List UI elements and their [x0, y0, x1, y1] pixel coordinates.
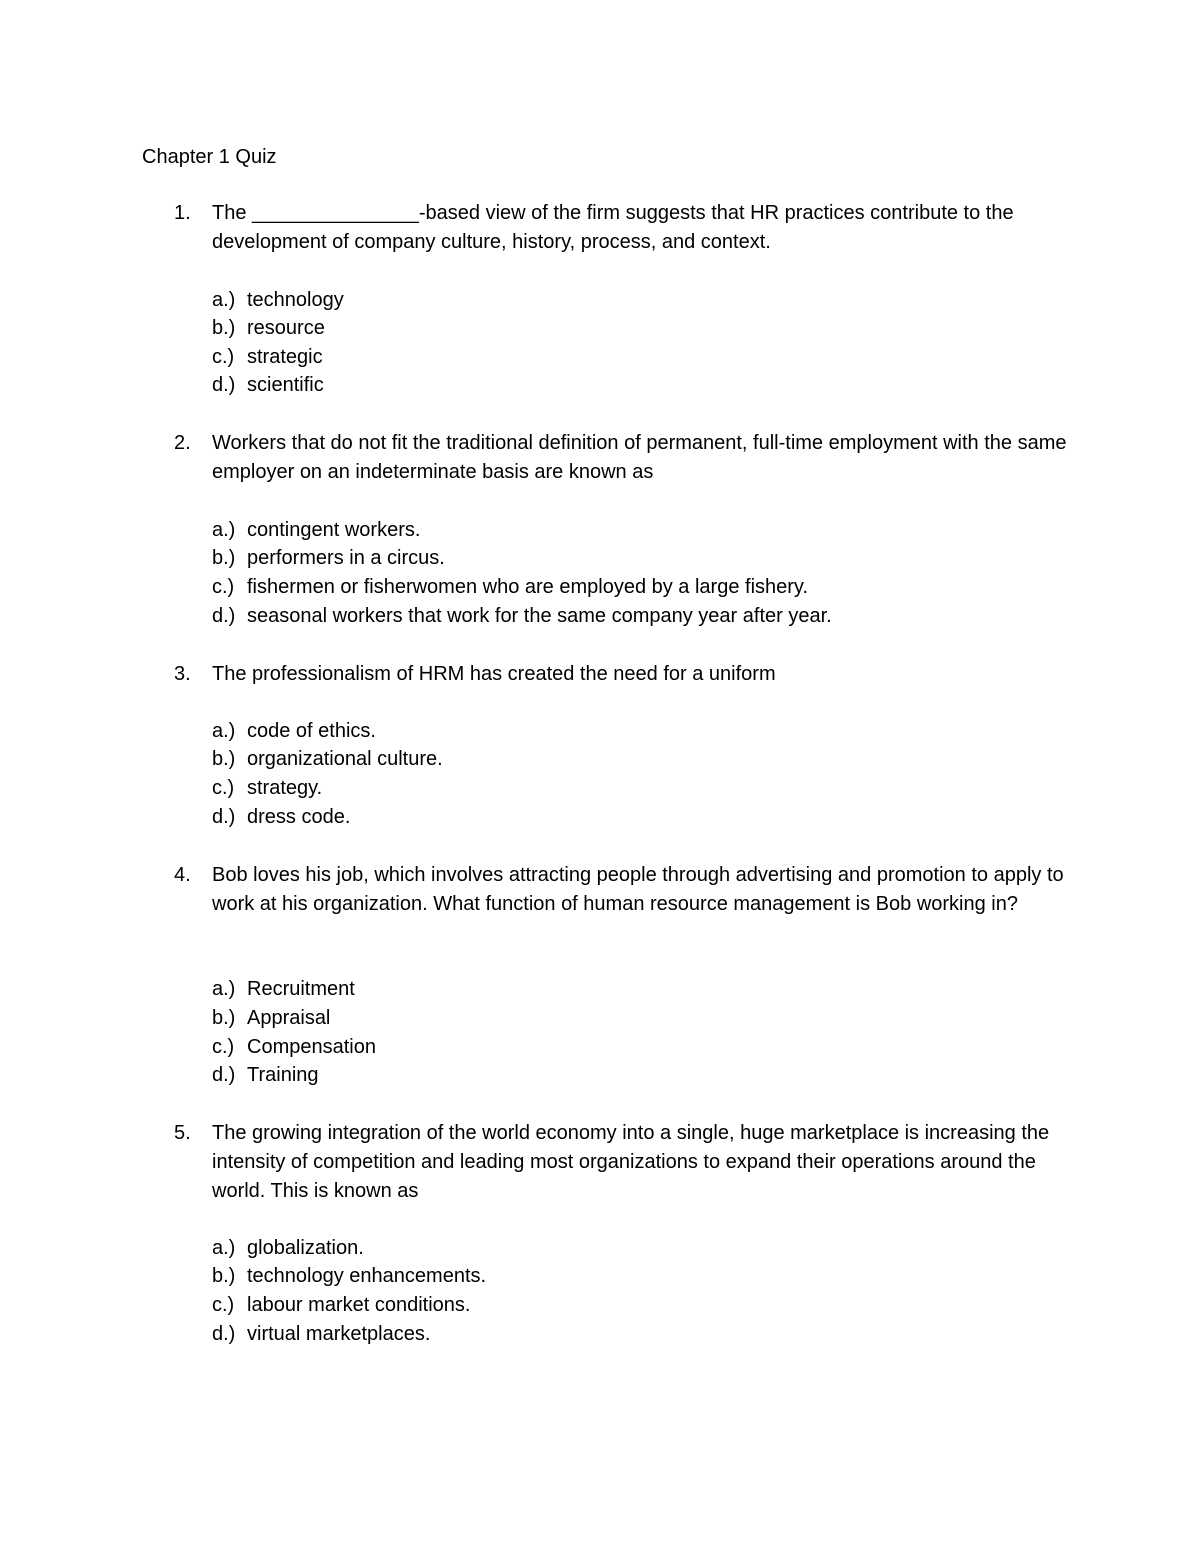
option-letter: d.) [212, 374, 236, 396]
option-1b [0, 314, 1200, 343]
option-letter: d.) [212, 1323, 236, 1345]
option-1c [0, 343, 1200, 372]
option-text: resource [247, 317, 325, 339]
option-letter: d.) [212, 605, 236, 627]
option-5a [0, 1234, 1200, 1263]
option-text: contingent workers. [247, 519, 421, 541]
option-text: labour market conditions. [247, 1294, 471, 1316]
option-2c [0, 573, 1200, 602]
option-letter: c.) [212, 576, 235, 598]
question-number: 1. [174, 202, 191, 224]
option-letter: a.) [212, 720, 236, 742]
option-letter: a.) [212, 289, 236, 311]
question-text: Bob loves his job, which involves attracting people through advertising and promotion to apply to work at his organization. What function of human resource management is Bob working in? [212, 864, 1064, 915]
option-text: Training [247, 1064, 319, 1086]
option-4c [0, 1033, 1200, 1062]
question-number: 3. [174, 663, 191, 685]
question-text: Workers that do not fit the traditional definition of permanent, full-time employment with the same employer on an indeterminate basis are known as [212, 432, 1067, 483]
option-letter: c.) [212, 1294, 235, 1316]
option-text: Recruitment [247, 978, 355, 1000]
option-text: Appraisal [247, 1007, 331, 1029]
option-text: code of ethics. [247, 720, 376, 742]
option-text: dress code. [247, 806, 351, 828]
option-letter: b.) [212, 547, 236, 569]
option-letter: a.) [212, 519, 236, 541]
option-3d [0, 803, 1200, 832]
option-text: seasonal workers that work for the same company year after year. [247, 605, 832, 627]
option-text: performers in a circus. [247, 547, 445, 569]
option-5c [0, 1291, 1200, 1320]
option-letter: b.) [212, 1007, 236, 1029]
document-title: Chapter 1 Quiz [142, 146, 277, 168]
option-letter: c.) [212, 346, 235, 368]
option-text: Compensation [247, 1036, 376, 1058]
option-letter: b.) [212, 317, 236, 339]
question-number: 2. [174, 432, 191, 454]
option-2a [0, 516, 1200, 545]
option-4b [0, 1004, 1200, 1033]
option-text: technology [247, 289, 344, 311]
option-letter: b.) [212, 748, 236, 770]
option-text: virtual marketplaces. [247, 1323, 431, 1345]
option-1d [0, 371, 1200, 400]
option-letter: b.) [212, 1265, 236, 1287]
option-text: fishermen or fisherwomen who are employed by a large fishery. [247, 576, 808, 598]
question-number: 5. [174, 1122, 191, 1144]
question-number: 4. [174, 864, 191, 886]
option-letter: a.) [212, 978, 236, 1000]
option-5b [0, 1262, 1200, 1291]
option-2d [0, 602, 1200, 631]
option-text: technology enhancements. [247, 1265, 487, 1287]
question-text: The growing integration of the world economy into a single, huge marketplace is increasing the intensity of competition and leading most organizations to expand their operations around the world. This is known as [212, 1122, 1050, 1202]
option-text: strategic [247, 346, 323, 368]
question-text: The professionalism of HRM has created the need for a uniform [212, 663, 776, 685]
option-text: strategy. [247, 777, 323, 799]
option-5d [0, 1320, 1200, 1349]
option-letter: d.) [212, 806, 236, 828]
option-text: globalization. [247, 1237, 364, 1259]
option-4a [0, 975, 1200, 1004]
option-3a [0, 717, 1200, 746]
option-1a [0, 286, 1200, 315]
option-letter: a.) [212, 1237, 236, 1259]
option-3c [0, 774, 1200, 803]
option-letter: c.) [212, 1036, 235, 1058]
question-text: The _______________-based view of the firm suggests that HR practices contribute to the development of company culture, history, process, and context. [212, 202, 1014, 253]
option-text: scientific [247, 374, 324, 396]
option-text: organizational culture. [247, 748, 443, 770]
option-letter: c.) [212, 777, 235, 799]
option-2b [0, 544, 1200, 573]
option-3b [0, 745, 1200, 774]
option-4d [0, 1061, 1200, 1090]
option-letter: d.) [212, 1064, 236, 1086]
